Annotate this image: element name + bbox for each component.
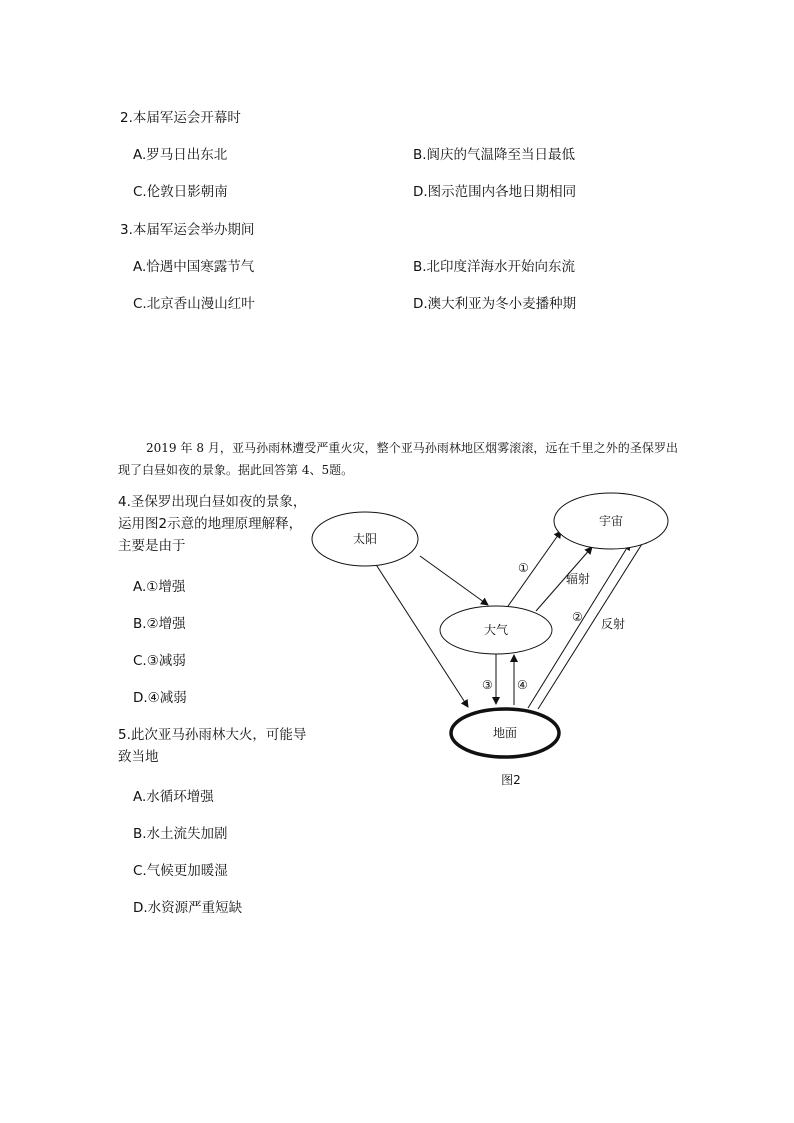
reflection-label: 反射 [601,617,626,631]
q5-option-d[interactable]: D.水资源严重短缺 [133,900,243,916]
q3-option-a[interactable]: A.恰遇中国寒露节气 [133,259,255,275]
q2-option-d[interactable]: D.图示范围内各地日期相同 [413,184,577,200]
arrow-1-to-universe [506,531,561,609]
universe-label: 宇宙 [598,514,624,528]
q5-option-b[interactable]: B.水土流失加剧 [133,826,228,842]
atmosphere-label: 大气 [483,623,509,637]
q4-option-b[interactable]: B.②增强 [133,616,186,632]
reading-passage: 2019 年 8 月，亚马孙雨林遭受严重火灾，整个亚马孙雨林地区烟雾滚滚，远在千里之外的圣保罗出现了白昼如夜的景象。据此回答第 4、5题。 [118,441,678,477]
q4-option-c[interactable]: C.③减弱 [133,653,186,669]
ground-label: 地面 [492,726,518,740]
reflection-arrow [538,536,647,709]
q5-option-c[interactable]: C.气候更加暖湿 [133,863,228,879]
figure-caption: 图2 [501,773,521,787]
marker-4: ④ [517,678,528,692]
marker-3: ③ [482,678,493,692]
q4-stem: 4.圣保罗出现白昼如夜的景象，运用图2示意的地理原理解释，主要是由于 [118,494,307,554]
q3-option-b[interactable]: B.北印度洋海水开始向东流 [413,259,576,275]
q4-option-a[interactable]: A.①增强 [133,579,186,595]
marker-2: ② [572,610,583,624]
q2-option-c[interactable]: C.伦敦日影朝南 [133,184,228,200]
sun-label: 太阳 [352,532,378,546]
q3-option-d[interactable]: D.澳大利亚为冬小麦播种期 [413,296,577,312]
q3-stem: 3.本届军运会举办期间 [120,222,255,238]
q2-stem: 2.本届军运会开幕时 [120,110,241,126]
sun-to-atmosphere-arrow [420,556,488,605]
marker-1: ① [518,561,529,575]
q3-option-c[interactable]: C.北京香山漫山红叶 [133,296,255,312]
q5-stem: 5.此次亚马孙雨林大火，可能导致当地 [118,727,307,765]
q4-option-d[interactable]: D.④减弱 [133,690,187,706]
q2-option-a[interactable]: A.罗马日出东北 [133,147,228,163]
radiation-label: 辐射 [566,572,591,586]
q2-option-b[interactable]: B.阆庆的气温降至当日最低 [413,147,576,163]
q5-option-a[interactable]: A.水循环增强 [133,789,214,805]
